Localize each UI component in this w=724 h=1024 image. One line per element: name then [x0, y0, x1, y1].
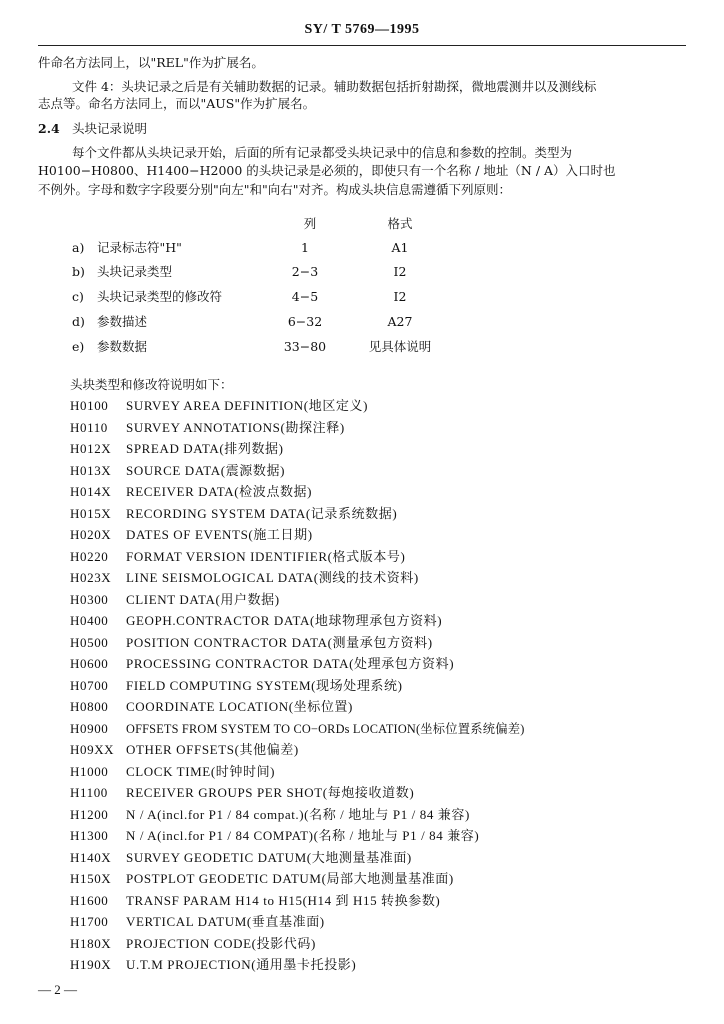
row-label: c)	[72, 289, 84, 304]
list-item	[70, 612, 442, 630]
type-desc: SPREAD DATA(排列数据)	[126, 441, 284, 456]
type-desc: PROJECTION CODE(投影代码)	[126, 936, 316, 951]
table-fmt-header: 格式	[387, 216, 413, 231]
type-desc: CLIENT DATA(用户数据)	[126, 592, 280, 607]
row-desc: 头块记录类型	[97, 264, 173, 279]
type-desc: SURVEY ANNOTATIONS(勘探注释)	[126, 420, 345, 435]
paragraph-line: H0100−H0800、H1400−H2000 的头块记录是必须的，即使只有一个名称 / 地址（N / A）入口时也	[38, 163, 616, 178]
list-item	[70, 634, 433, 652]
type-code: H1200	[70, 807, 109, 822]
row-col: 4−5	[291, 289, 319, 304]
type-code: H140X	[70, 850, 112, 865]
type-code: H0110	[70, 420, 108, 435]
type-desc: GEOPH.CONTRACTOR DATA(地球物理承包方资料)	[126, 613, 443, 628]
list-item	[70, 462, 285, 480]
row-desc: 参数描述	[97, 314, 148, 329]
type-desc: COORDINATE LOCATION(坐标位置)	[126, 699, 353, 714]
type-code: H0900	[70, 721, 109, 736]
type-code: H1700	[70, 914, 109, 929]
row-desc: 参数数据	[97, 339, 148, 354]
type-code: H0400	[70, 613, 109, 628]
paragraph-line: 不例外。字母和数字字段要分别"向左"和"向右"对齐。构成头块信息需遵循下列原则：	[38, 182, 511, 197]
list-item	[70, 806, 470, 824]
paragraph-line: 志点等。命名方法同上，而以"AUS"作为扩展名。	[38, 96, 316, 111]
page-number: — 2 —	[38, 982, 77, 997]
list-item	[70, 956, 356, 974]
list-item	[70, 569, 419, 587]
type-desc: RECEIVER GROUPS PER SHOT(每炮接收道数)	[126, 785, 415, 800]
row-fmt: A27	[387, 314, 413, 329]
type-desc: FORMAT VERSION IDENTIFIER(格式版本号)	[126, 549, 406, 564]
type-code: H0220	[70, 549, 109, 564]
type-desc: SOURCE DATA(震源数据)	[126, 463, 286, 478]
type-code: H1600	[70, 893, 109, 908]
section-title: 头块记录说明	[72, 121, 148, 136]
row-desc: 记录标志符"H"	[97, 240, 182, 255]
type-desc: RECEIVER DATA(检波点数据)	[126, 484, 313, 499]
list-item	[70, 591, 280, 609]
row-desc: 头块记录类型的修改符	[97, 289, 223, 304]
type-desc: SURVEY AREA DEFINITION(地区定义)	[126, 398, 369, 413]
list-item	[70, 849, 412, 867]
list-item	[70, 698, 353, 716]
paragraph-line: 件命名方法同上，以"REL"作为扩展名。	[38, 55, 264, 70]
list-item	[70, 892, 440, 910]
row-label: b)	[72, 264, 85, 279]
type-desc: DATES OF EVENTS(施工日期)	[126, 527, 313, 542]
list-item	[70, 741, 299, 759]
type-code: H150X	[70, 871, 112, 886]
type-desc: TRANSF PARAM H14 to H15(H14 到 H15 转换参数)	[126, 893, 441, 908]
type-code: H180X	[70, 936, 112, 951]
row-fmt: I2	[393, 289, 407, 304]
list-item	[70, 655, 454, 673]
type-desc: POSTPLOT GEODETIC DATUM(局部大地测量基准面)	[126, 871, 454, 886]
list-item	[70, 870, 454, 888]
table-col-header: 列	[303, 216, 317, 231]
type-code: H1100	[70, 785, 108, 800]
type-code: H0100	[70, 398, 109, 413]
list-item	[70, 548, 405, 566]
type-code: H1300	[70, 828, 109, 843]
type-desc: FIELD COMPUTING SYSTEM(现场处理系统)	[126, 678, 403, 693]
type-code: H0600	[70, 656, 109, 671]
list-item	[70, 397, 368, 415]
list-item	[70, 913, 325, 931]
list-item	[70, 763, 275, 781]
list-item	[70, 677, 403, 695]
type-desc: CLOCK TIME(时钟时间)	[126, 764, 276, 779]
type-code: H023X	[70, 570, 112, 585]
type-code: H013X	[70, 463, 112, 478]
list-item	[70, 505, 397, 523]
type-code: H0700	[70, 678, 109, 693]
paragraph-line: 文件 4：头块记录之后是有关辅助数据的记录。辅助数据包括折射勘探，微地震测井以及测线标	[72, 79, 597, 94]
row-fmt: A1	[391, 240, 409, 255]
header-rule	[38, 45, 686, 46]
type-code: H0500	[70, 635, 109, 650]
type-code: H190X	[70, 957, 112, 972]
type-desc: PROCESSING CONTRACTOR DATA(处理承包方资料)	[126, 656, 455, 671]
standard-header: SY/ T 5769—1995	[304, 22, 420, 37]
list-item	[70, 784, 414, 802]
paragraph-line: 每个文件都从头块记录开始，后面的所有记录都受头块记录中的信息和参数的控制。类型为	[72, 145, 573, 160]
type-code: H015X	[70, 506, 112, 521]
row-fmt: I2	[393, 264, 407, 279]
type-desc: N / A(incl.for P1 / 84 COMPAT)(名称 / 地址与 P1 / 84 兼容)	[126, 828, 480, 843]
row-col: 33−80	[283, 339, 327, 354]
type-desc: LINE SEISMOLOGICAL DATA(测线的技术资料)	[126, 570, 419, 585]
list-item	[70, 440, 284, 458]
list-item	[70, 827, 479, 845]
list-item	[70, 720, 525, 738]
list-item	[70, 483, 312, 501]
row-col: 6−32	[287, 314, 323, 329]
type-code: H0300	[70, 592, 109, 607]
list-item	[70, 419, 345, 437]
type-desc: VERTICAL DATUM(垂直基准面)	[126, 914, 325, 929]
type-desc: POSITION CONTRACTOR DATA(测量承包方资料)	[126, 635, 433, 650]
row-label: a)	[72, 240, 85, 255]
section-number: 2.4	[38, 121, 60, 136]
type-code: H1000	[70, 764, 109, 779]
type-desc: U.T.M PROJECTION(通用墨卡托投影)	[126, 957, 357, 972]
type-desc: OTHER OFFSETS(其他偏差)	[126, 742, 299, 757]
list-item	[70, 526, 313, 544]
types-intro: 头块类型和修改符说明如下：	[70, 377, 233, 392]
type-desc: RECORDING SYSTEM DATA(记录系统数据)	[126, 506, 398, 521]
type-code: H020X	[70, 527, 112, 542]
row-label: e)	[72, 339, 85, 354]
row-col: 1	[301, 240, 309, 255]
type-code: H014X	[70, 484, 112, 499]
type-desc: N / A(incl.for P1 / 84 compat.)(名称 / 地址与 P1 / 84 兼容)	[126, 807, 470, 822]
type-desc: OFFSETS FROM SYSTEM TO CO−ORDs LOCATION(坐标位置系统偏差)	[126, 722, 525, 736]
type-code: H09XX	[70, 742, 115, 757]
type-code: H012X	[70, 441, 112, 456]
type-code: H0800	[70, 699, 109, 714]
row-fmt: 见具体说明	[368, 339, 432, 354]
type-desc: SURVEY GEODETIC DATUM(大地测量基准面)	[126, 850, 412, 865]
row-label: d)	[72, 314, 85, 329]
row-col: 2−3	[291, 264, 319, 279]
list-item	[70, 935, 316, 953]
